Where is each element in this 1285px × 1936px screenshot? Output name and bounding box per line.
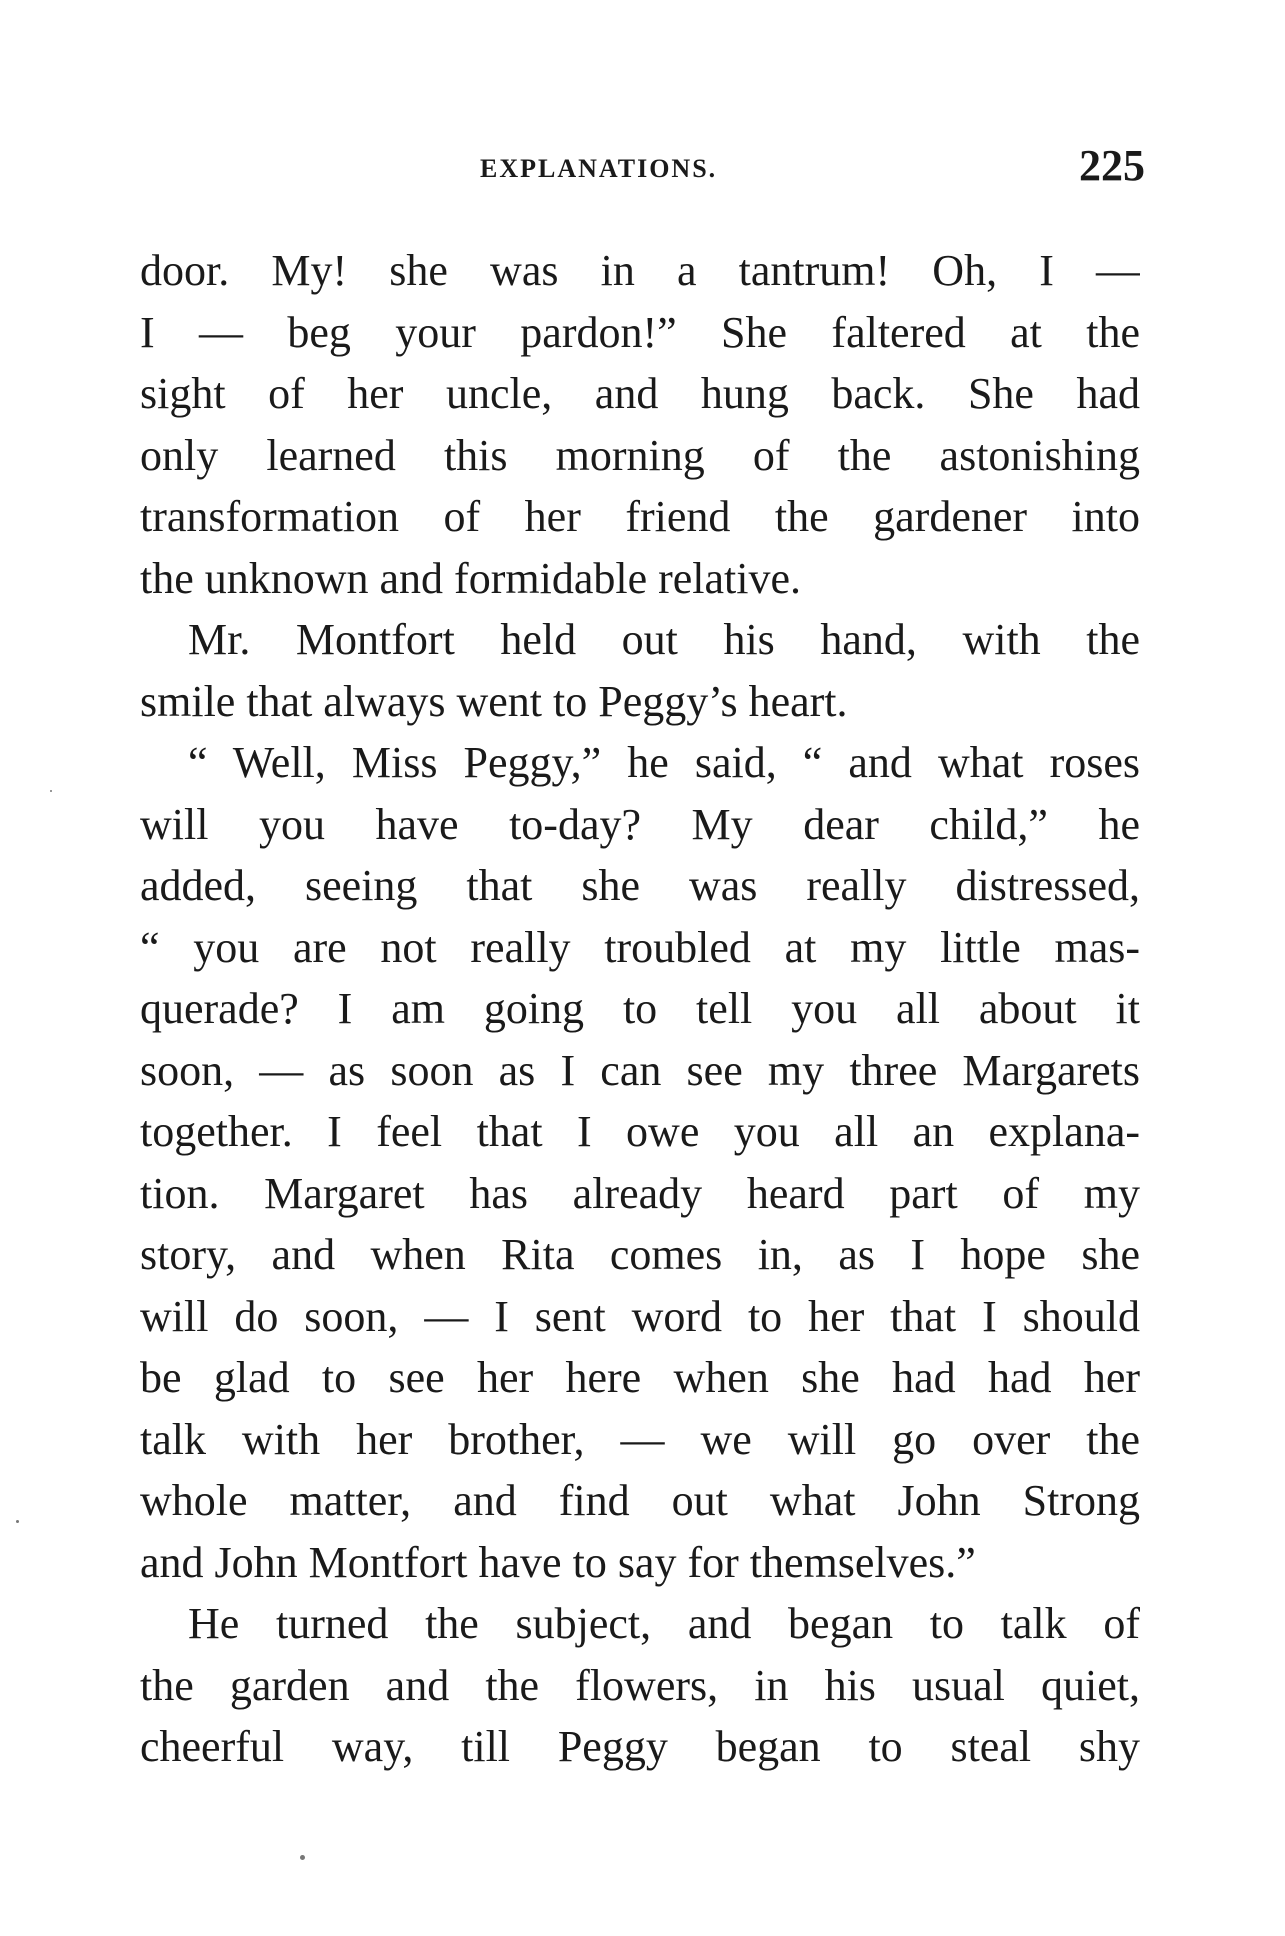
text-line: talk with her brother, — we will go over the	[140, 1414, 1140, 1464]
paper-speck	[16, 1520, 19, 1523]
text-line: only learned this morning of the astonishing	[140, 430, 1140, 480]
text-line: querade? I am going to tell you all about it	[140, 984, 1140, 1033]
text-line: “ Well, Miss Peggy,” he said, “ and what roses	[188, 738, 1140, 787]
text-line: tion. Margaret has already heard part of my	[140, 1168, 1140, 1218]
text-line: door. My! she was in a tantrum! Oh, I —	[140, 246, 1140, 295]
paper-speck	[50, 790, 52, 792]
running-head	[140, 140, 1145, 200]
text-line: soon, — as soon as I can see my three Margarets	[140, 1045, 1140, 1095]
text-line: I — beg your pardon!” She faltered at the	[140, 307, 1140, 357]
text-line: and John Montfort have to say for themselves.”	[140, 1537, 976, 1587]
running-title: EXPLANATIONS.	[480, 154, 718, 183]
text-line: cheerful way, till Peggy began to steal shy	[140, 1722, 1140, 1771]
text-line: “ you are not really troubled at my little mas-	[140, 922, 1140, 972]
text-line: transformation of her friend the gardener into	[140, 492, 1140, 541]
text-line: story, and when Rita comes in, as I hope she	[140, 1230, 1140, 1279]
text-line: be glad to see her here when she had had her	[140, 1353, 1140, 1402]
text-line: Mr. Montfort held out his hand, with the	[188, 615, 1140, 664]
text-line: He turned the subject, and began to talk of	[188, 1599, 1140, 1648]
text-line: the garden and the flowers, in his usual quiet,	[140, 1660, 1140, 1710]
text-line: smile that always went to Peggy’s heart.	[140, 676, 848, 726]
text-line: together. I feel that I owe you all an explana-	[140, 1107, 1140, 1156]
body-text	[140, 240, 1140, 1778]
paper-speck	[300, 1855, 305, 1860]
text-line: sight of her uncle, and hung back. She had	[140, 369, 1140, 418]
text-line: the unknown and formidable relative.	[140, 553, 802, 603]
text-line: will do soon, — I sent word to her that I should	[140, 1291, 1140, 1341]
text-line: added, seeing that she was really distressed,	[140, 861, 1140, 910]
page-number: 225	[1079, 141, 1145, 190]
text-line: whole matter, and find out what John Strong	[140, 1476, 1140, 1525]
text-line: will you have to-day? My dear child,” he	[140, 799, 1140, 849]
